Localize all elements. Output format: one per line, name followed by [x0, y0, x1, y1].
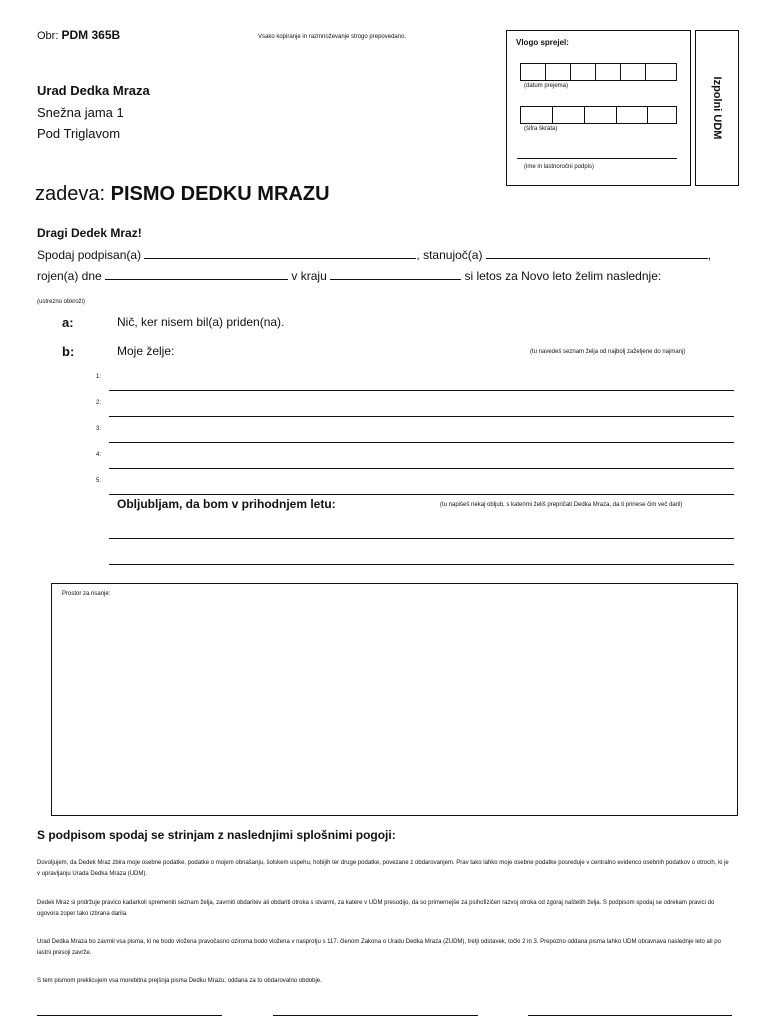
address-field[interactable]: [486, 246, 708, 259]
terms-paragraph: S tem pismom preklicujem vsa morebitna prejšnja pisma Dedku Mrazu, oddana za to obdarovalno obdobje.: [37, 978, 322, 984]
drawing-area[interactable]: [51, 583, 738, 816]
bottom-signature-line-1[interactable]: [37, 1015, 222, 1016]
promise-label: Obljubljam, da bom v prihodnjem letu:: [117, 497, 336, 511]
address-line-2: Snežna jama 1: [37, 105, 124, 120]
subject-prefix: zadeva:: [35, 183, 106, 205]
birth-place-field[interactable]: [330, 267, 461, 280]
wish-line[interactable]: [109, 494, 734, 495]
trailing-comma: ,: [707, 248, 712, 262]
form-code-prefix: Obr:: [37, 30, 59, 42]
born-row: [37, 267, 737, 283]
wish-number: 5:: [96, 478, 102, 484]
office-side-panel: [695, 30, 739, 186]
wish-number: 1:: [96, 374, 102, 380]
office-signature-line[interactable]: [517, 158, 677, 159]
terms-paragraph: Dedek Mraz si pridržuje pravico kadarkoli spremeniti seznam želja, zavrniti obdaritev ali obdariti otroka s stvarmi, za katere v UDM presodijo, da so primernejše za psihofizičen razvoj otroka od zgoraj naštetih želja. S podpisom spodaj se odrekam pravici do ugovora zoper tako izbrana darila.: [37, 900, 715, 917]
elf-code-label: (šifra škrata): [524, 126, 558, 132]
form-code-value: PDM 365B: [61, 28, 121, 42]
option-b-letter[interactable]: b:: [62, 344, 75, 359]
wish-number: 3:: [96, 426, 102, 432]
copy-notice: Vsako kopiranje in razmnoževanje strogo prepovedano.: [258, 34, 407, 40]
wish-number: 2:: [96, 400, 102, 406]
office-side-label: Izpolni UDM: [711, 76, 723, 140]
promise-line[interactable]: [109, 538, 734, 539]
date-received-label: (datum prejema): [524, 83, 569, 89]
wish-line[interactable]: [109, 390, 734, 391]
signed-by-row: [37, 246, 737, 262]
office-use-box: [506, 30, 691, 186]
bottom-signature-line-3[interactable]: [528, 1015, 732, 1016]
terms-paragraph: Urad Dedka Mraza bo zavrnil vsa pisma, ki ne bodo vložena pravočasno oziroma bodo vložena v nasprotju s 117. členom Zakona o Uradu Dedka Mraza (ZUDM), tretji odstavek, točki 2 in 3. Prepozno oddana pisma lahko UDM obravnava naslednje leto ali po lastni presoji zavrže.: [37, 939, 721, 956]
option-b-text[interactable]: Moje želje:: [117, 344, 175, 358]
name-field[interactable]: [144, 246, 416, 259]
wishes-note: (tu navedeš seznam želja od najbolj zaželjene do najmanj): [530, 349, 686, 355]
office-signature-label: (ime in lastnoročni podpis): [524, 164, 595, 170]
subject-line: [35, 183, 330, 206]
greeting: Dragi Dedek Mraz!: [37, 226, 142, 240]
terms-heading: S podpisom spodaj se strinjam z naslednjimi splošnimi pogoji:: [37, 828, 396, 842]
place-label: v kraju: [291, 269, 327, 283]
bottom-signature-line-2[interactable]: [273, 1015, 478, 1016]
subject-title: PISMO DEDKU MRAZU: [110, 183, 330, 205]
wish-number: 4:: [96, 452, 102, 458]
address-line-3: Pod Triglavom: [37, 126, 121, 141]
form-code: [37, 28, 120, 42]
residing-label: , stanujoč(a): [416, 248, 483, 262]
circle-note: (ustrezno obkroži): [37, 299, 86, 305]
terms-paragraph: Dovoljujem, da Dedek Mraz zbira moje osebne podatke, podatke o mojem obnašanju, šolskem uspehu, hobijih ter druge podatke, povezane z obdarovanjem. Prav tako lahko moje osebne podatke posreduje v centralno evidenco osebnih podatkov o otrocih, ki je v upravljanju Urada Dedka Mraza (UDM).: [37, 860, 729, 877]
wish-intro: si letos za Novo leto želim naslednje:: [464, 269, 662, 283]
received-by-label: Vlogo sprejel:: [516, 38, 569, 47]
promise-note: (tu napišeš nekaj obljub, s katerimi želiš prepričati Dedka Mraza, da ti prinese čim več daril): [440, 502, 683, 508]
wish-line[interactable]: [109, 416, 734, 417]
wish-line[interactable]: [109, 468, 734, 469]
option-a-letter[interactable]: a:: [62, 315, 74, 330]
drawing-label: Prostor za risanje:: [62, 591, 111, 597]
born-label: rojen(a) dne: [37, 269, 102, 283]
address-line-1: Urad Dedka Mraza: [37, 83, 150, 98]
birth-date-field[interactable]: [105, 267, 288, 280]
option-a-text[interactable]: Nič, ker nisem bil(a) priden(na).: [117, 315, 285, 329]
wish-line[interactable]: [109, 442, 734, 443]
signed-by-label: Spodaj podpisan(a): [37, 248, 142, 262]
promise-line[interactable]: [109, 564, 734, 565]
